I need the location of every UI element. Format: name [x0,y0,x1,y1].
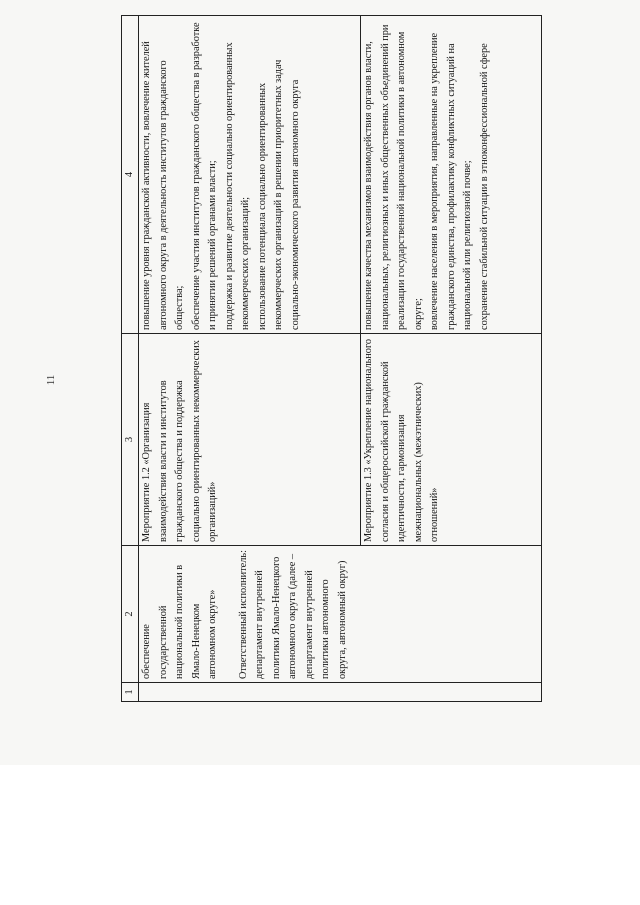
event-1-3-cell: Мероприятие 1.3 «Укрепление национального согласия и общероссийской гражданской идентичности, гармонизация межнациональных (межэтнических) отношений» [361,334,542,546]
responsible-executor: Ответственный исполнитель: департамент внутренней политики Ямало-Ненецкого автономного округа (далее – департамент внутренней политики автономного округа, автономный округ) [237,550,348,679]
header-col-1: 1 [122,683,139,702]
page-number: 11 [45,374,57,386]
col2-cell [139,546,542,683]
header-col-4: 4 [122,16,139,334]
result-item: сохранение стабильной ситуации в этноконфессиональной сфере [478,43,490,330]
header-row [122,16,139,702]
col1-cell [139,683,542,702]
header-col-2: 2 [122,546,139,683]
table-row [139,16,361,702]
header-col-3: 3 [122,334,139,546]
result-item: поддержка и развитие деятельности социально ориентированных некоммерческих организаций; [223,42,251,330]
result-item: вовлечение населения в мероприятия, направленные на укрепление гражданского единства, профилактику конфликтных ситуаций на национальной или религиозной почве; [429,32,473,330]
program-table [121,15,542,702]
result-item: повышение уровня гражданской активности, вовлечение жителей автономного округа в деятельность институтов гражданского общества; [141,41,185,330]
event-1-2-cell: Мероприятие 1.2 «Организация взаимодействия власти и институтов гражданского общества и поддержка социально ориентированных некоммерческих организаций» [139,334,361,546]
result-item: повышение качества механизмов взаимодействия органов власти, национальных, религиозных и иных общественных объединений при реализации государственной национальной политики в автономном округе; [363,24,424,330]
result-item: обеспечение участия институтов гражданского общества в разработке и принятии решений органами власти; [190,22,218,330]
rotated-table-container [121,22,542,702]
results-1-2-cell [139,16,361,334]
results-1-3-cell [361,16,542,334]
task-description: обеспечение государственной национальной политики в Ямало-Ненецком автономном округе» [141,564,218,679]
result-item: использование потенциала социально ориентированных некоммерческих организаций в решении приоритетных задач социально-экономического развития автономного округа [256,59,301,330]
